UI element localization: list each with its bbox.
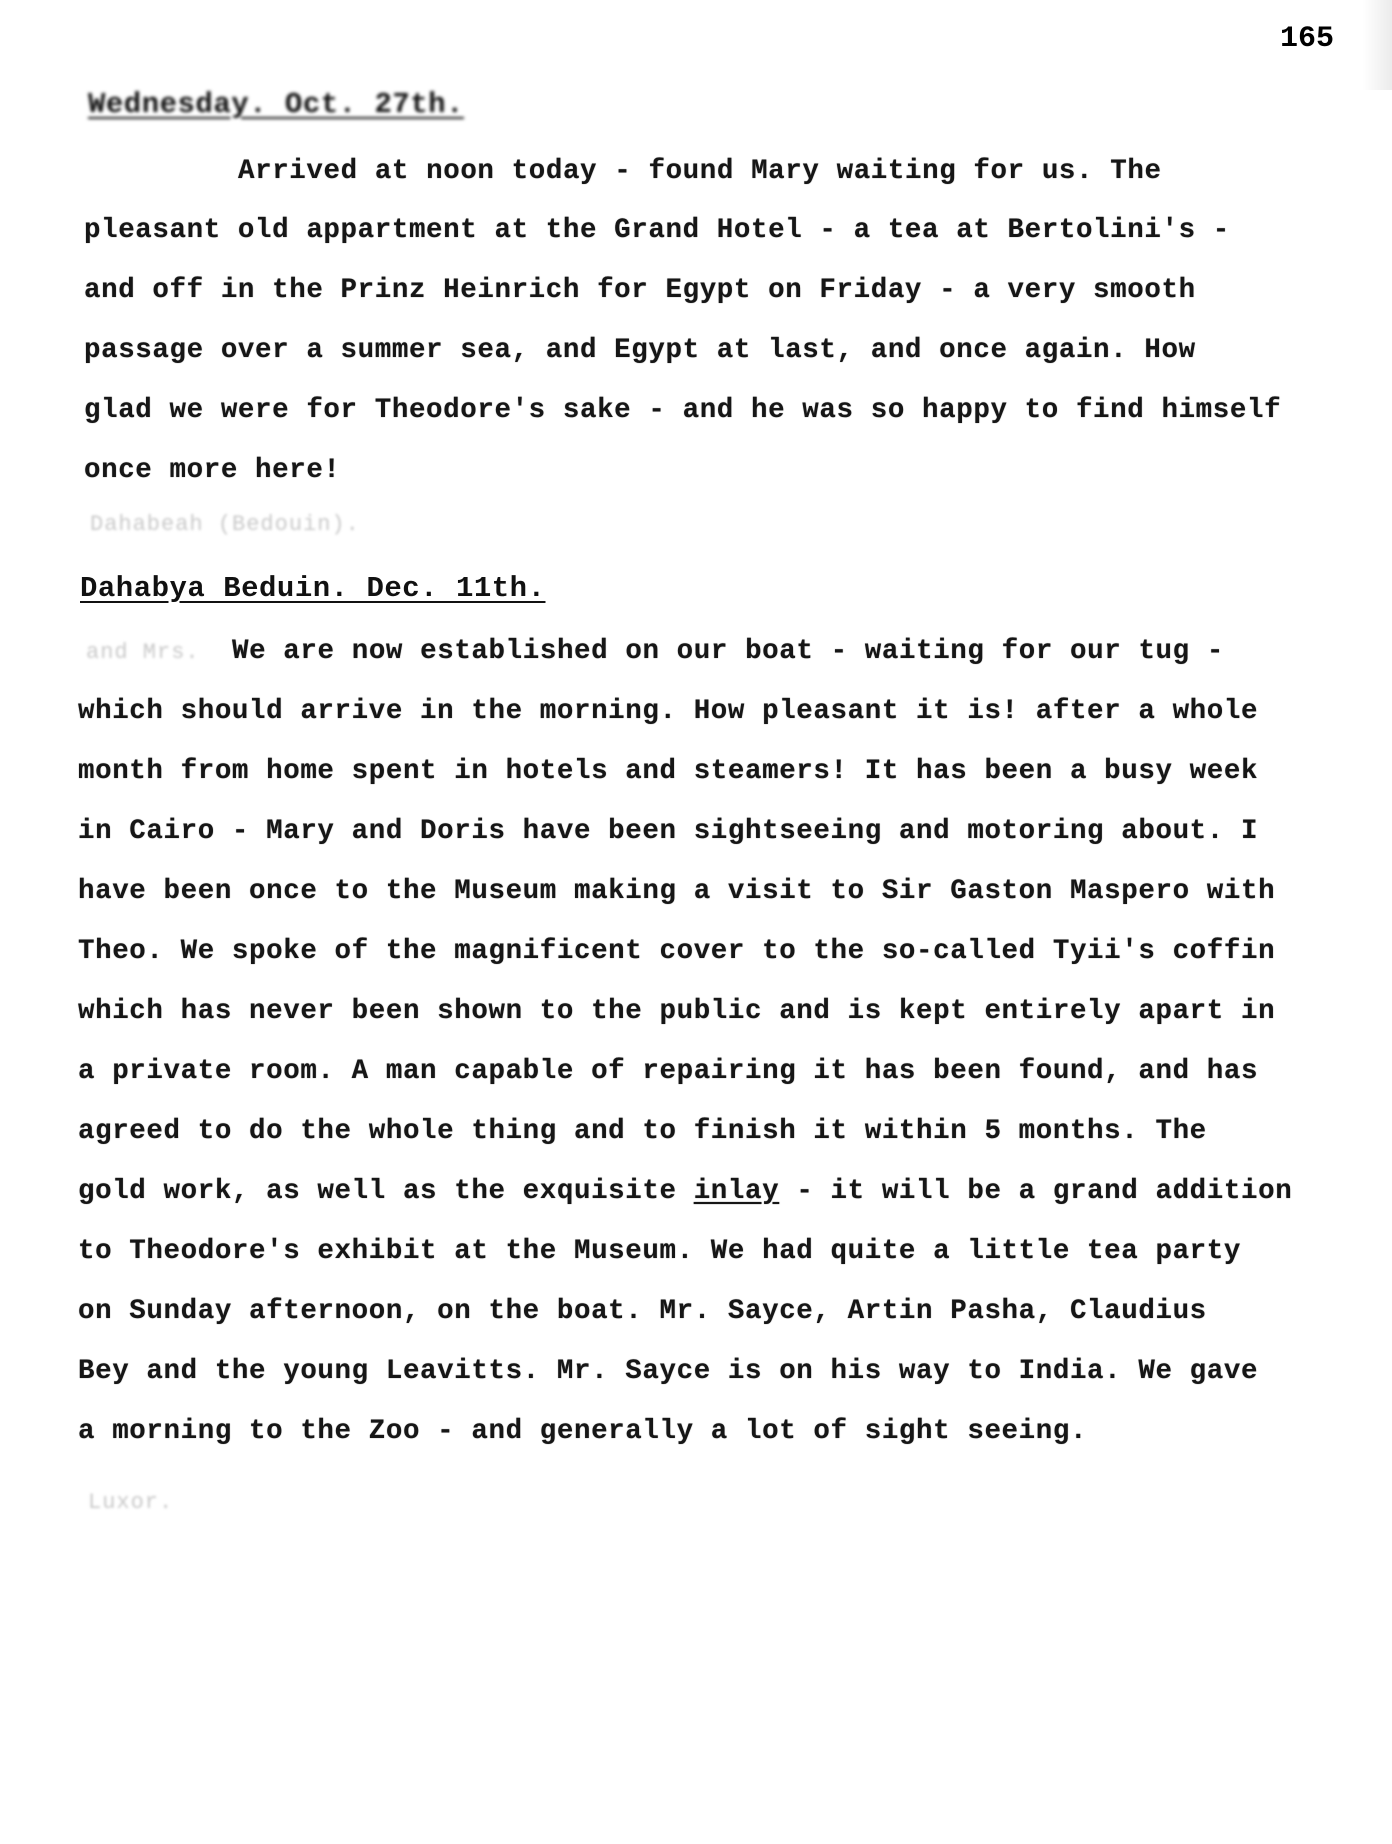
text-line: pleasant old appartment at the Grand Hotel - a tea at Bertolini's - [84,215,1230,246]
text-line: once more here! [84,455,341,486]
text-line: passage over a summer sea, and Egypt at last, and once again. How [84,335,1196,366]
text-line: in Cairo - Mary and Doris have been sightseeing and motoring about. I [78,816,1259,847]
bleed-through-text: Luxor. [88,1490,174,1515]
text-line: a private room. A man capable of repairing it has been found, and has [78,1056,1259,1087]
text-line: have been once to the Museum making a visit to Sir Gaston Maspero with [78,876,1276,907]
text-segment: gold work, as well as the exquisite [78,1176,694,1207]
text-line: and off in the Prinz Heinrich for Egypt on Friday - a very smooth [84,275,1196,306]
scan-shadow [1362,0,1392,90]
text-line [78,1176,1292,1207]
text-line: We are now established on our boat - waiting for our tug - [232,636,1224,667]
text-segment: - it will be a grand addition [779,1176,1293,1207]
text-line: which has never been shown to the public and is kept entirely apart in [78,996,1276,1027]
text-line: on Sunday afternoon, on the boat. Mr. Sayce, Artin Pasha, Claudius [78,1296,1207,1327]
text-line: Theo. We spoke of the magnificent cover to the so-called Tyii's coffin [78,936,1276,967]
text-line: a morning to the Zoo - and generally a lot of sight seeing. [78,1416,1088,1447]
text-line: month from home spent in hotels and steamers! It has been a busy week [78,756,1259,787]
page-number: 165 [1280,22,1335,56]
bleed-through-text: and Mrs. [86,640,200,665]
underlined-word: inlay [693,1176,780,1207]
text-line: to Theodore's exhibit at the Museum. We had quite a little tea party [78,1236,1241,1267]
text-line: Arrived at noon today - found Mary waiting for us. The [238,156,1162,187]
text-line: glad we were for Theodore's sake - and he was so happy to find himself [84,395,1282,426]
text-line: Bey and the young Leavitts. Mr. Sayce is on his way to India. We gave [78,1356,1259,1387]
text-line: which should arrive in the morning. How pleasant it is! after a whole [78,696,1259,727]
entry-heading-dec: Dahabya Beduin. Dec. 11th. [80,572,546,605]
text-line: agreed to do the whole thing and to finish it within 5 months. The [78,1116,1207,1147]
entry-heading-oct: Wednesday. Oct. 27th. [88,88,464,121]
bleed-through-text: Dahabeah (Bedouin). [90,512,360,537]
